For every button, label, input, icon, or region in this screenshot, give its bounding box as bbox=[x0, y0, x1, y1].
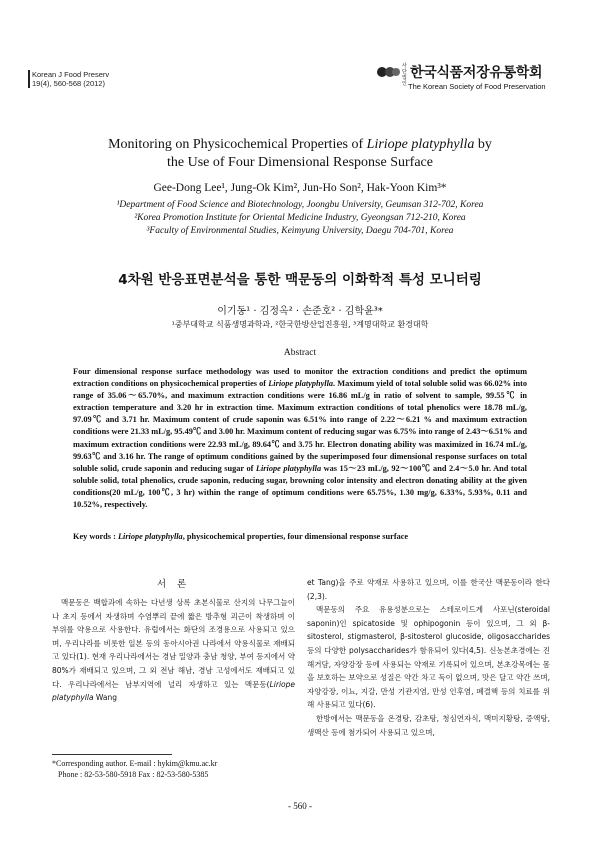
right-column bbox=[307, 576, 550, 739]
abstract-text-3: was 15～23 mL/g, 92～100℃ and 2.4～5.0 hr. And total soluble solid, total phenolics, crude saponin, reducing sugar, browning color intensity and electron donating ability at the given conditions(20 mL/g, 100℃, 3 hr) within the range of optimum conditions were 65.75%, 1.30 mg/g, 6.33%, 5.93%, 0.11 and 10.52%, respectively. bbox=[73, 463, 527, 510]
left-species: Liriope platyphylla bbox=[52, 679, 295, 703]
left-paragraph bbox=[52, 596, 295, 705]
affiliation-en-3: ³Faculty of Environmental Studies, Keimyung University, Daegu 704-701, Korea bbox=[146, 226, 454, 236]
society-name-en: The Korean Society of Food Preservation bbox=[408, 82, 546, 91]
right-paragraph-1: et Tang)을 주로 약재로 사용하고 있으며, 이를 한국산 맥문동이라 한다(2,3). bbox=[307, 578, 550, 601]
abstract-text-2: . Maximum yield of total soluble solid was 66.02% into range of 35.06～65.70%, and maximum extraction conditions were 16.86 mL/g in ratio of solvent to sample, 99.55℃ in extraction temperature and 3.20 hr in extraction time. Maximum extraction conditions of total phenolics were 18.78 mL/g, 97.09℃ and 3.71 hr. Maximum content of crude saponin was 6.51% into range of 2.22～6.21 % and maximum extraction conditions were 21.33 mL/g, 95.49℃ and 3.00 hr. Maximum content of reducing sugar was 6.75% into range of 2.43～6.51% and maximum extraction conditions were 22.93 mL/g, 89.64℃ and 3.75 hr. Electron donating ability was maximized in 16.74 mL/g, 99.63℃ and 3.16 hr. The range of optimum conditions gained by the superimposed four dimensional response surfaces on total soluble solid, crude saponin and reducing sugar of bbox=[73, 379, 528, 473]
footnote-rule bbox=[52, 754, 172, 755]
abstract-body bbox=[73, 366, 527, 511]
left-text-2: Wang bbox=[93, 693, 117, 703]
abstract-species-1: Liriope platyphylla bbox=[268, 379, 334, 389]
keywords-rest: , physicochemical properties, four dimensional response surface bbox=[182, 532, 409, 541]
abstract-heading: Abstract bbox=[283, 348, 317, 358]
right-paragraph-3: 한방에서는 맥문동을 온경탕, 감초탕, 청심연자식, 맥미지황탕, 증액탕, 생맥산 등에 첨가되어 사용되고 있으며, bbox=[307, 713, 550, 737]
footnote-email: *Corresponding author. E-mail : hykim@kmu.ac.kr bbox=[52, 759, 218, 768]
title-en-part2: by bbox=[474, 137, 492, 152]
abstract-text-1: Four dimensional response surface methodology was used to monitor the extraction conditions and predict the optimum extraction conditions on physicochemical properties of bbox=[73, 367, 527, 389]
left-column bbox=[52, 596, 295, 705]
section-heading-intro: 서 론 bbox=[156, 579, 191, 590]
society-tag: 사단법인 bbox=[402, 63, 407, 87]
title-en-part3: the Use of Four Dimensional Response Surface bbox=[167, 155, 433, 170]
keywords bbox=[73, 532, 533, 541]
affiliation-en-1: ¹Department of Food Science and Biotechnology, Joongbu University, Geumsan 312-702, Korea bbox=[116, 200, 484, 210]
society-emblem-icon bbox=[376, 64, 402, 80]
journal-bar bbox=[28, 70, 30, 88]
title-en bbox=[40, 136, 560, 172]
footnote bbox=[52, 758, 312, 780]
abstract-species-2: Liriope platyphylla bbox=[255, 463, 322, 473]
keywords-label: Key words : bbox=[73, 532, 116, 541]
title-en-part1: Monitoring on Physicochemical Properties of bbox=[108, 137, 367, 152]
affiliations-ko: ¹중부대학교 식품생명과학과, ²한국한방산업진흥원, ³계명대학교 환경대학 bbox=[171, 320, 429, 329]
authors-ko: 이기동¹ · 김정옥² · 손준호² · 김학윤³* bbox=[217, 306, 383, 317]
journal-volume: 19(4), 560-568 (2012) bbox=[32, 79, 105, 88]
title-en-species: Liriope platyphylla bbox=[366, 137, 475, 152]
society-name-ko: 한국식품저장유통학회 bbox=[410, 65, 543, 81]
authors-en: Gee-Dong Lee¹, Jung-Ok Kim², Jun-Ho Son², Hak-Yoon Kim³* bbox=[153, 182, 447, 194]
left-text-1: 맥문동은 백합과에 속하는 다년생 상록 초본식물로 산지의 나무그늘이나 초지 등에서 자생하며 수염뿌리 끝에 짧은 방추형 괴근이 착생하며 이 부위를 약용으로 사용한다. 유럽에서는 화단의 조경용으로 사용되고 있으며, 우리나라를 비롯한 일본 등의 동아시아권 나라에서 약용식물로 재배되고 있다(1). 현재 우리나라에서는 경남 밀양과 충남 청양, 부여 등지에서 약 80%가 재배되고 있으며, 그 외 전남 해남, 경남 고성에서도 재배되고 있다. 우리나라에서는 남부지역에 널리 자생하고 있는 맥문동( bbox=[52, 598, 295, 689]
affiliation-en-2: ²Korea Promotion Institute for Oriental Medicine Industry, Gyeongsan 712-210, Korea bbox=[134, 213, 466, 223]
right-paragraph-2: 맥문동의 주요 유용성분으로는 스테로이드계 사포닌(steroidal saponin)인 spicatoside 및 ophipogonin 등이 있으며, 그 외 β-sitosterol, stigmasterol, β-sitosterol glucoside, oligosaccharides 등의 다양한 polysaccharides가 함유되어 있다(4,5). 신농본초경에는 진해거담, 자양강장 등에 사용되는 약재로 기록되어 있으며, 본초강목에는 몸을 보호하는 보약으로 성질은 약간 차고 독이 없으며, 맛은 달고 약간 쓰며, 자양강장, 이뇨, 지갈, 만성 기관지염, 만성 인후염, 폐결핵 등의 치료를 위해 사용되고 있다(6). bbox=[307, 605, 550, 710]
society-logo-block bbox=[376, 62, 572, 96]
journal-name: Korean J Food Preserv bbox=[32, 70, 110, 79]
footnote-phone: Phone : 82-53-580-5918 Fax : 82-53-580-5385 bbox=[58, 770, 209, 779]
title-ko: 4차원 반응표면분석을 통한 맥문동의 이화학적 특성 모니터링 bbox=[118, 272, 482, 288]
page-number: - 560 - bbox=[288, 801, 312, 811]
journal-info bbox=[32, 70, 109, 88]
keywords-species: Liriope platyphylla bbox=[117, 532, 183, 541]
